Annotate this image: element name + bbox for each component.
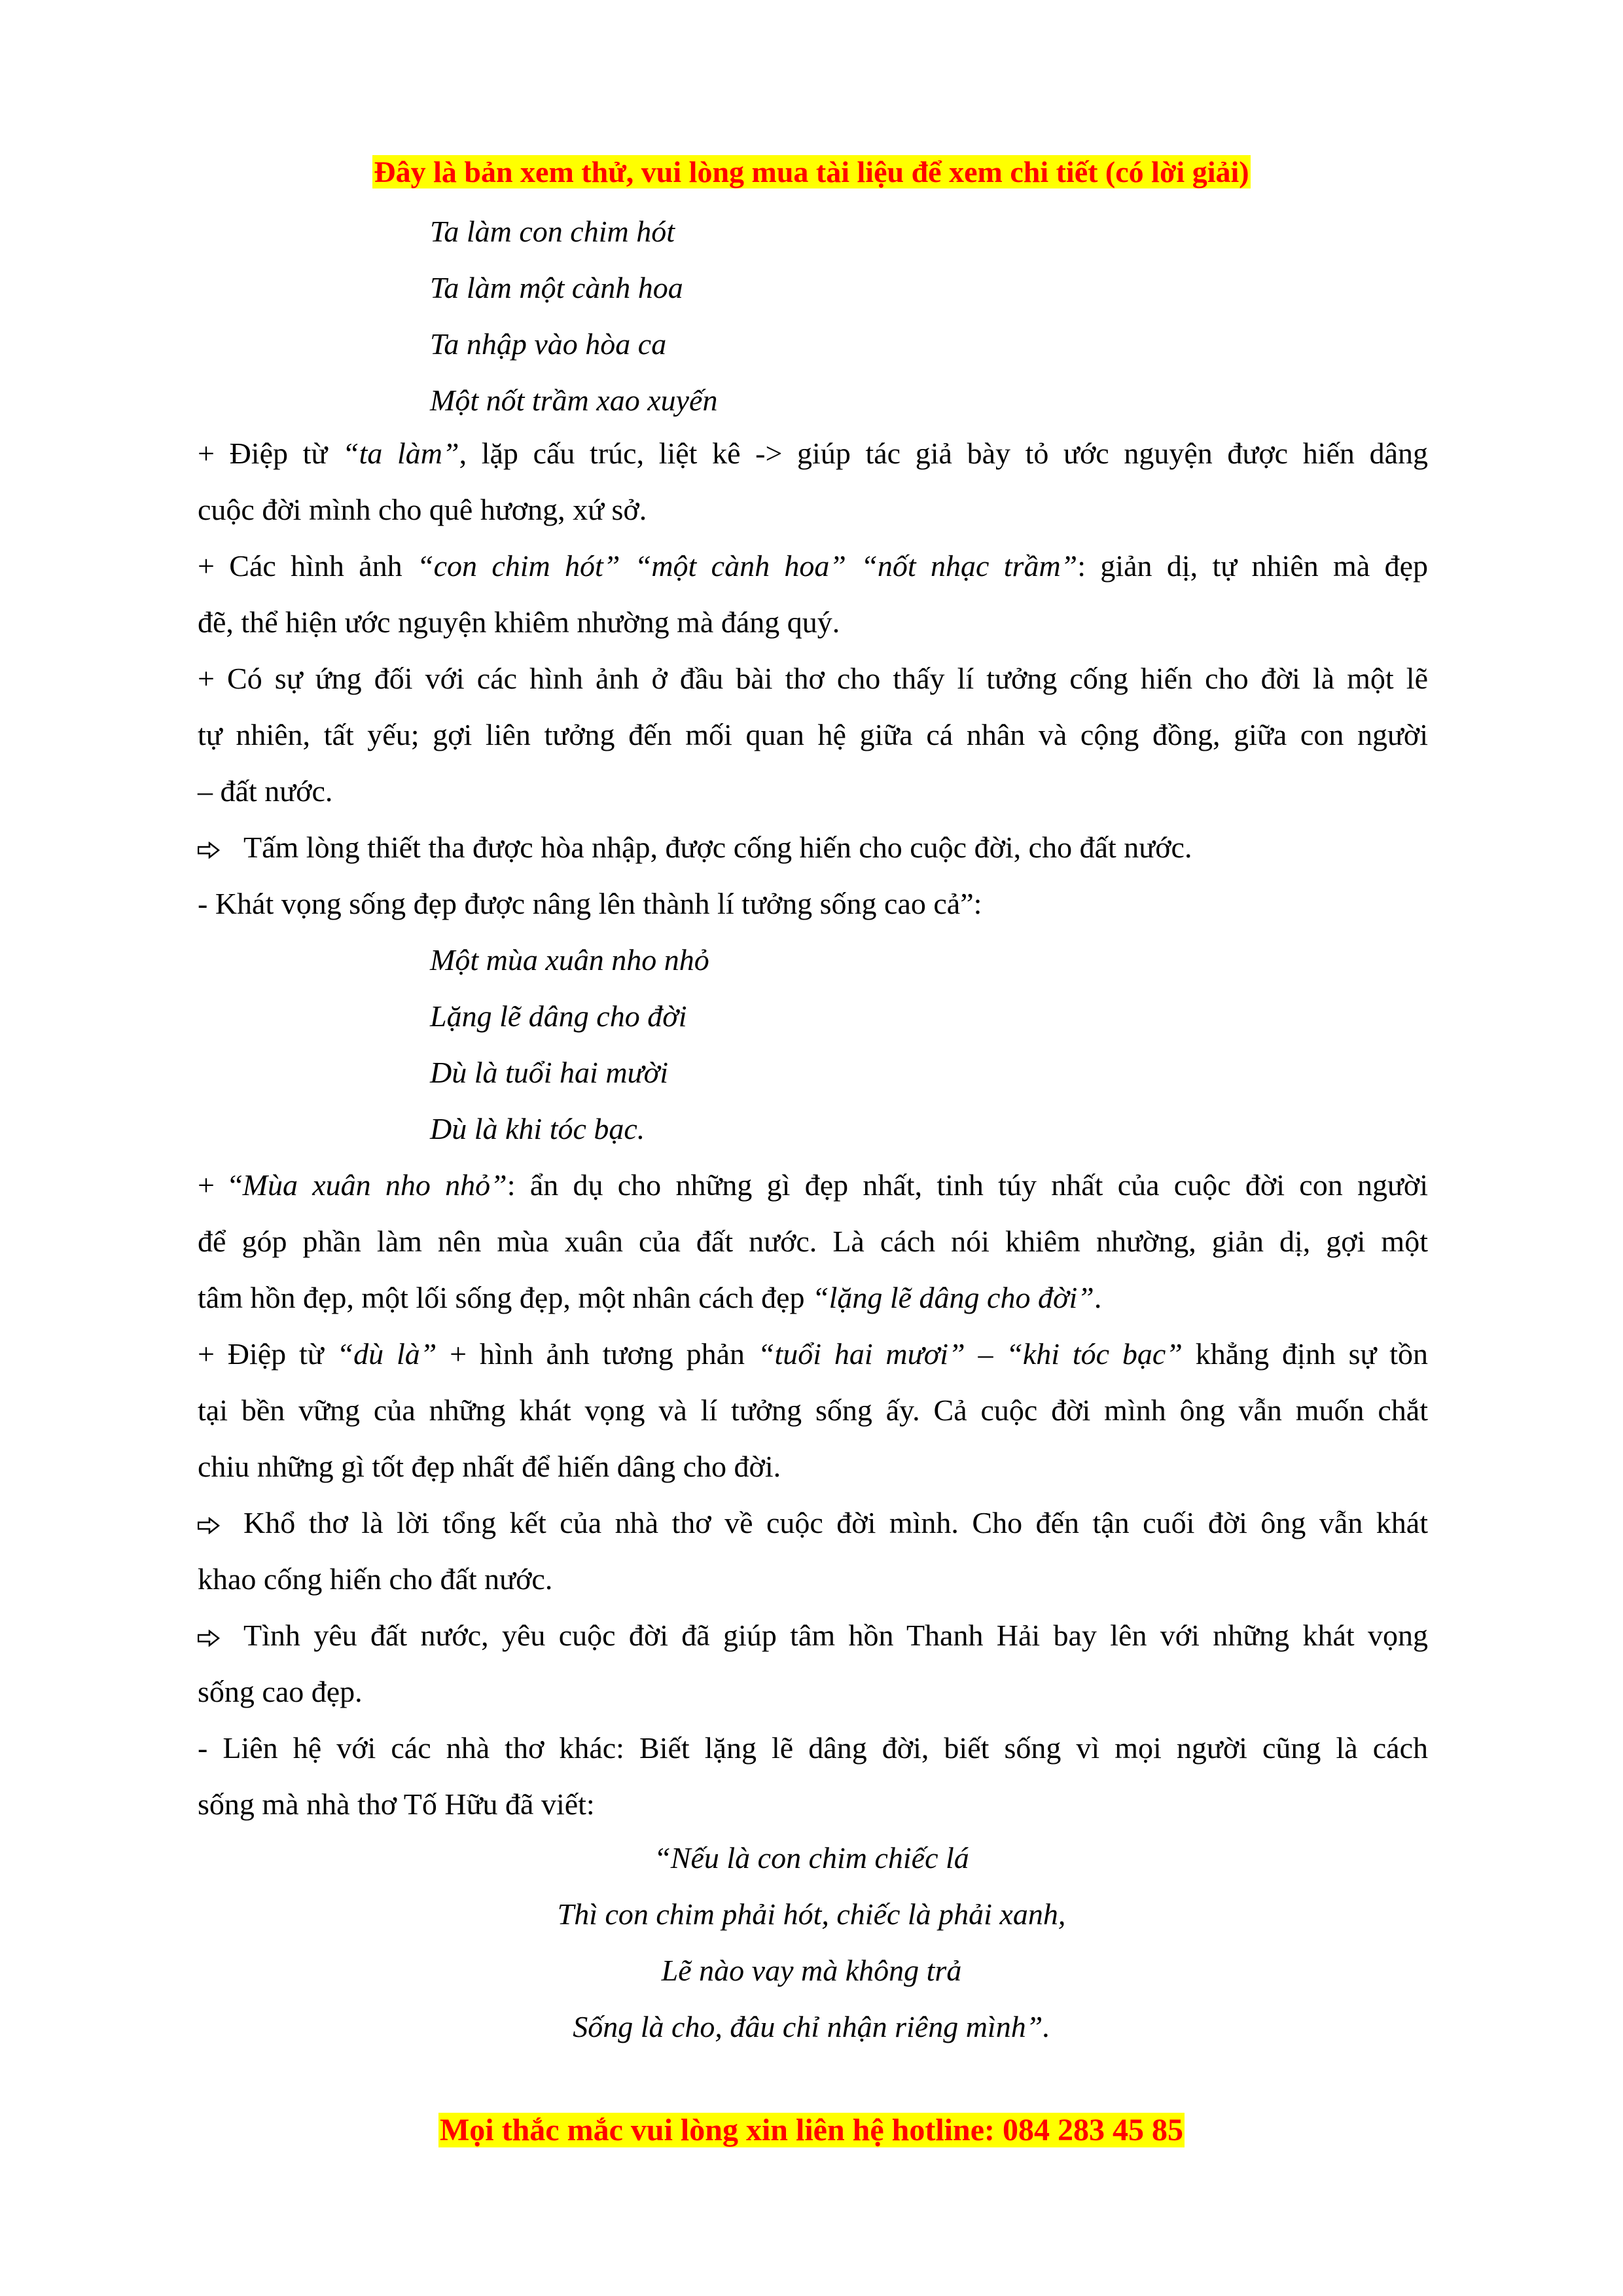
paragraph-line: để góp phần làm nên mùa xuân của đất nước. Là cách nói khiêm nhường, giản dị, gợi một xyxy=(198,1225,1428,1258)
poem-line: Ta làm con chim hót xyxy=(430,215,675,248)
arrow-conclusion xyxy=(198,819,1428,876)
paragraph-line: + Điệp từ “dù là” + hình ảnh tương phản “tuổi hai mươi” – “khi tóc bạc” khẳng định sự tồn xyxy=(198,1337,1429,1371)
paragraph-line: tại bền vững của những khát vọng và lí tưởng sống ấy. Cả cuộc đời mình ông vẫn muốn chắt xyxy=(198,1393,1428,1427)
paragraph-metaphor xyxy=(198,1157,1428,1326)
paragraph-line: + Có sự ứng đối với các hình ảnh ở đầu bài thơ cho thấy lí tưởng cống hiến cho đời là một lẽ xyxy=(198,662,1428,695)
hotline-text: Mọi thắc mắc vui lòng xin liên hệ hotline: 084 283 45 85 xyxy=(439,2113,1183,2147)
paragraph-line: tâm hồn đẹp, một lối sống đẹp, một nhân cách đẹp “lặng lẽ dâng cho đời”. xyxy=(198,1281,1102,1314)
preview-notice-banner xyxy=(0,154,1623,189)
paragraph-line: cuộc đời mình cho quê hương, xứ sở. xyxy=(198,493,647,526)
right-arrow-outline-icon xyxy=(198,1495,243,1551)
paragraph-comparison xyxy=(198,1720,1428,1833)
paragraph-line: chiu những gì tốt đẹp nhất để hiến dâng cho đời. xyxy=(198,1450,781,1483)
arrow-love xyxy=(198,1607,1428,1720)
poem-line: Một mùa xuân nho nhỏ xyxy=(430,943,709,977)
paragraph-line: + Điệp từ “ta làm”, lặp cấu trúc, liệt kê -> giúp tác giả bày tỏ ước nguyện được hiến dâng xyxy=(198,437,1428,470)
poem-line: Lặng lẽ dâng cho đời xyxy=(430,999,687,1033)
paragraph-line: Khổ thơ là lời tổng kết của nhà thơ về cuộc đời mình. Cho đến tận cuối đời ông vẫn khát xyxy=(198,1495,1428,1551)
poem-line: Một nốt trầm xao xuyến xyxy=(430,384,718,417)
paragraph-line: tự nhiên, tất yếu; gợi liên tưởng đến mối quan hệ giữa cá nhân và cộng đồng, giữa con người xyxy=(198,718,1428,751)
poem-line: Ta làm một cành hoa xyxy=(430,271,683,304)
paragraph-line: + Các hình ảnh “con chim hót” “một cành hoa” “nốt nhạc trầm”: giản dị, tự nhiên mà đẹp xyxy=(198,549,1429,583)
paragraph-line: - Liên hệ với các nhà thơ khác: Biết lặng lẽ dâng đời, biết sống vì mọi người cũng là cách xyxy=(198,1731,1428,1765)
paragraph-line: Tấm lòng thiết tha được hòa nhập, được cống hiến cho cuộc đời, cho đất nước. xyxy=(198,819,1428,876)
poem-line: Dù là tuổi hai mười xyxy=(430,1056,668,1089)
paragraph-aspiration xyxy=(198,876,1428,932)
paragraph-images xyxy=(198,538,1428,651)
paragraph-line: sống mà nhà thơ Tố Hữu đã viết: xyxy=(198,1787,595,1821)
preview-notice-text: Đây là bản xem thử, vui lòng mua tài liệu để xem chi tiết (có lời giải) xyxy=(374,155,1249,188)
paragraph-contrast xyxy=(198,1326,1428,1495)
paragraph-line: - Khát vọng sống đẹp được nâng lên thành lí tưởng sống cao cả”: xyxy=(198,887,982,920)
paragraph-line: sống cao đẹp. xyxy=(198,1675,363,1708)
quoted-poem-line: “Nếu là con chim chiếc lá xyxy=(654,1841,969,1874)
quoted-poem-line: Thì con chim phải hót, chiếc là phải xanh, xyxy=(557,1897,1066,1931)
quoted-poem-line: Lẽ nào vay mà không trả xyxy=(661,1954,962,1987)
hotline-banner xyxy=(0,2112,1623,2148)
paragraph-line: + “Mùa xuân nho nhỏ”: ẩn dụ cho những gì đẹp nhất, tinh túy nhất của cuộc đời con người xyxy=(198,1168,1428,1202)
paragraph-line: – đất nước. xyxy=(198,774,333,808)
paragraph-repetition xyxy=(198,425,1428,538)
paragraph-line: Tình yêu đất nước, yêu cuộc đời đã giúp tâm hồn Thanh Hải bay lên với những khát vọng xyxy=(198,1607,1428,1664)
paragraph-line: đẽ, thể hiện ước nguyện khiêm nhường mà đáng quý. xyxy=(198,605,840,639)
paragraph-line: khao cống hiến cho đất nước. xyxy=(198,1562,553,1596)
poem-line: Ta nhập vào hòa ca xyxy=(430,327,667,361)
right-arrow-outline-icon xyxy=(198,819,243,876)
quoted-poem-line: Sống là cho, đâu chỉ nhận riêng mình”. xyxy=(573,2010,1050,2043)
right-arrow-outline-icon xyxy=(198,1607,243,1664)
paragraph-correspondence xyxy=(198,651,1428,819)
arrow-summary xyxy=(198,1495,1428,1607)
poem-line: Dù là khi tóc bạc. xyxy=(430,1112,645,1145)
